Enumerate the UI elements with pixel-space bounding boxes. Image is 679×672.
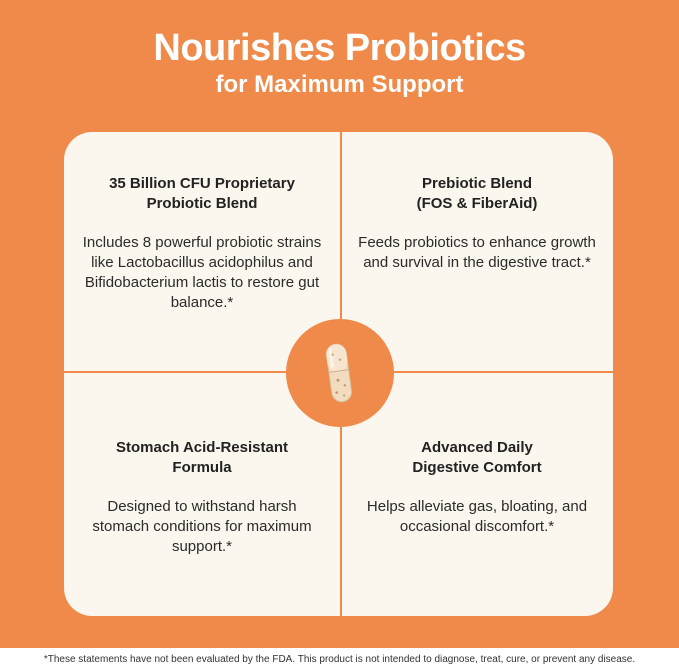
feature-description: Helps alleviate gas, bloating, and occasional discomfort.* bbox=[366, 498, 588, 535]
feature-prebiotic-blend bbox=[352, 174, 602, 273]
feature-heading bbox=[352, 438, 602, 478]
feature-heading-line: 35 Billion CFU Proprietary bbox=[109, 175, 295, 192]
feature-heading-line: Digestive Comfort bbox=[412, 459, 542, 476]
feature-acid-resistant bbox=[77, 438, 327, 557]
fda-disclaimer: *These statements have not been evaluated by the FDA. This product is not intended to diagnose, treat, cure, or prevent any disease. bbox=[43, 654, 636, 665]
feature-heading bbox=[77, 438, 327, 478]
feature-heading-line: Formula bbox=[172, 459, 232, 476]
feature-probiotic-blend bbox=[77, 174, 327, 313]
feature-heading-line: Probiotic Blend bbox=[146, 195, 258, 212]
feature-heading bbox=[352, 174, 602, 214]
feature-heading-line: Prebiotic Blend bbox=[421, 175, 533, 192]
page-title: Nourishes Probiotics bbox=[153, 27, 526, 69]
capsule-icon bbox=[320, 340, 358, 406]
feature-heading-line: Advanced Daily bbox=[421, 439, 533, 456]
feature-heading-line: Stomach Acid-Resistant bbox=[116, 439, 288, 456]
feature-digestive-comfort bbox=[352, 438, 602, 537]
feature-description: Designed to withstand harsh stomach conditions for maximum support.* bbox=[92, 498, 312, 555]
feature-heading bbox=[77, 174, 327, 214]
feature-description: Feeds probiotics to enhance growth and survival in the digestive tract.* bbox=[358, 234, 596, 271]
feature-heading-line: (FOS & FiberAid) bbox=[416, 195, 538, 212]
page-subtitle: for Maximum Support bbox=[215, 71, 464, 98]
feature-description: Includes 8 powerful probiotic strains like Lactobacillus acidophilus and Bifidobacterium lactis to restore gut balance.* bbox=[82, 234, 322, 311]
